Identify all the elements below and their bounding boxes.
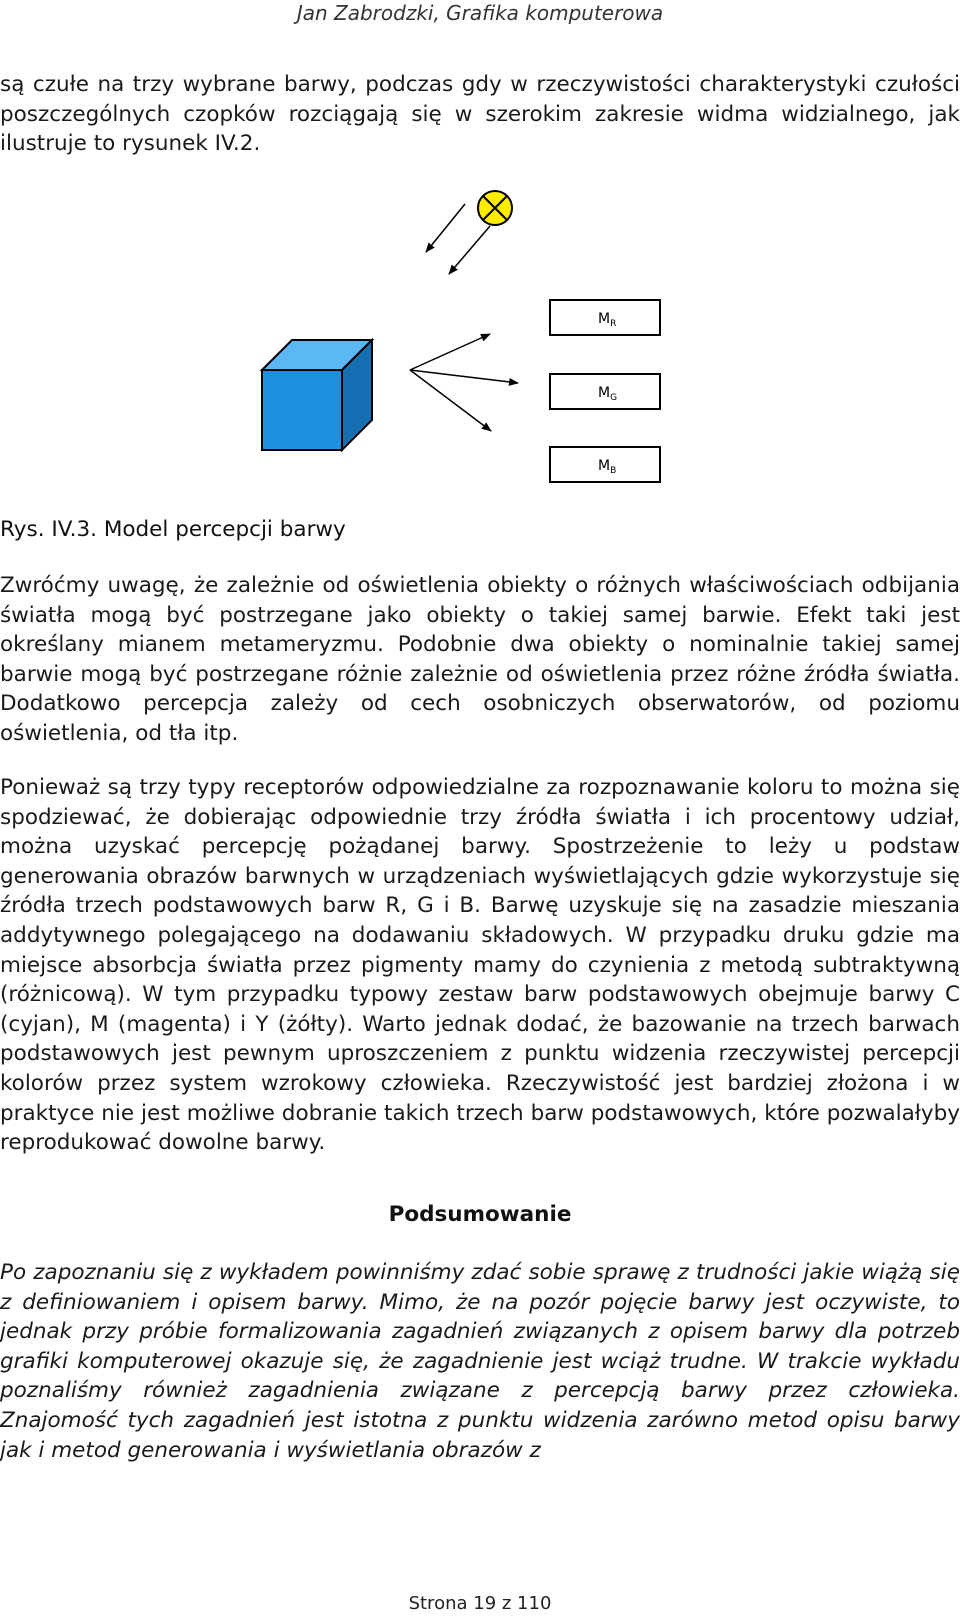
color-perception-figure [250,182,690,502]
object-cube-icon [262,340,372,450]
paragraph-summary: Po zapoznaniu się z wykładem powinniśmy zdać sobie sprawę z trudności jakie wiążą się z definiowaniem i opisem barwy. Mimo, że na pozór pojęcie barwy jest oczywiste, to jednak przy próbie formalizowania zagadnień związanych z opisem barwy dla potrzeb grafiki komputerowej okazuje się, że zagadnienie jest wciąż trudne. W trakcie wykładu poznaliśmy również zagadnienia związane z percepcją barwy przez człowieka. Znajomość tych zagadnień jest istotna z punktu widzenia zarówno metod opisu barwy jak i metod generowania i wyświetlania obrazów z [0,1260,960,1463]
running-header: Jan Zabrodzki, Grafika komputerowa [296,1,664,25]
svg-text:MG: $M_G$ [598,385,618,403]
receptor-box-m-r [550,300,660,335]
section-heading: Podsumowanie [388,1202,572,1227]
svg-text:MB: $M_B$ [598,458,617,476]
reflected-light-arrow [410,370,491,431]
receptor-box-m-b [550,447,660,482]
paragraph-metamerism: Zwróćmy uwagę, że zależnie od oświetlenia obiekty o różnych właściwościach odbijania światła mogą być postrzegane jako obiekty o takiej samej barwie. Efekt taki jest określany mianem metameryzmu. Podobnie dwa obiekty o nominalnie takiej samej barwie mogą być postrzegane różnie zależnie od oświetlenia przez różne źródła światła. Dodatkowo percepcja zależy od cech osobniczych obserwatorów, od poziomu oświetlenia, od tła itp. [0,573,960,746]
paragraph-receptors: Ponieważ są trzy typy receptorów odpowiedzialne za rozpoznawanie koloru to można się spodziewać, że dobierając odpowiednie trzy źródła światła i ich procentowy udział, można uzyskać percepcję pożądanej barwy. Spostrzeżenie to leży u podstaw generowania obrazów barwnych w urządzeniach wyświetlających gdzie wykorzystuje się źródła trzech podstawowych barw R, G i B. Barwę uzyskuje się na zasadzie mieszania addytywnego polegającego na dodawaniu składowych. W przypadku druku gdzie ma miejsce absorbcja światła przez pigmenty mamy do czynienia z metodą subtraktywną (różnicową). W tym przypadku typowy zestaw barw podstawowych obejmuje barwy C (cyjan), M (magenta) i Y (żółty). Warto jednak dodać, że bazowanie na trzech barwach podstawowych jest pewnym uproszczeniem z punktu widzenia rzeczywistej percepcji kolorów przez system wzrokowy człowieka. Rzeczywistość jest bardziej złożona i w praktyce nie jest możliwe dobranie takich trzech barw podstawowych, które pozwalałyby reprodukować dowolne barwy. [0,775,960,1156]
paragraph-intro: są czułe na trzy wybrane barwy, podczas gdy w rzeczywistości charakterystyki czułości poszczególnych czopków rozciągają się w szerokim zakresie widma widzialnego, jak ilustruje to rysunek IV.2. [0,72,960,157]
page-number: Strona 19 z 110 [408,1593,552,1614]
figure-caption: Rys. IV.3. Model percepcji barwy [0,517,346,542]
light-source-icon [478,191,512,225]
reflected-light-arrow [410,370,518,383]
receptor-box-m-g [550,374,660,409]
incident-light-arrow [449,226,490,274]
incident-light-arrow [426,204,465,252]
svg-text:MR: $M_R$ [598,311,617,329]
reflected-light-arrow [410,334,490,370]
